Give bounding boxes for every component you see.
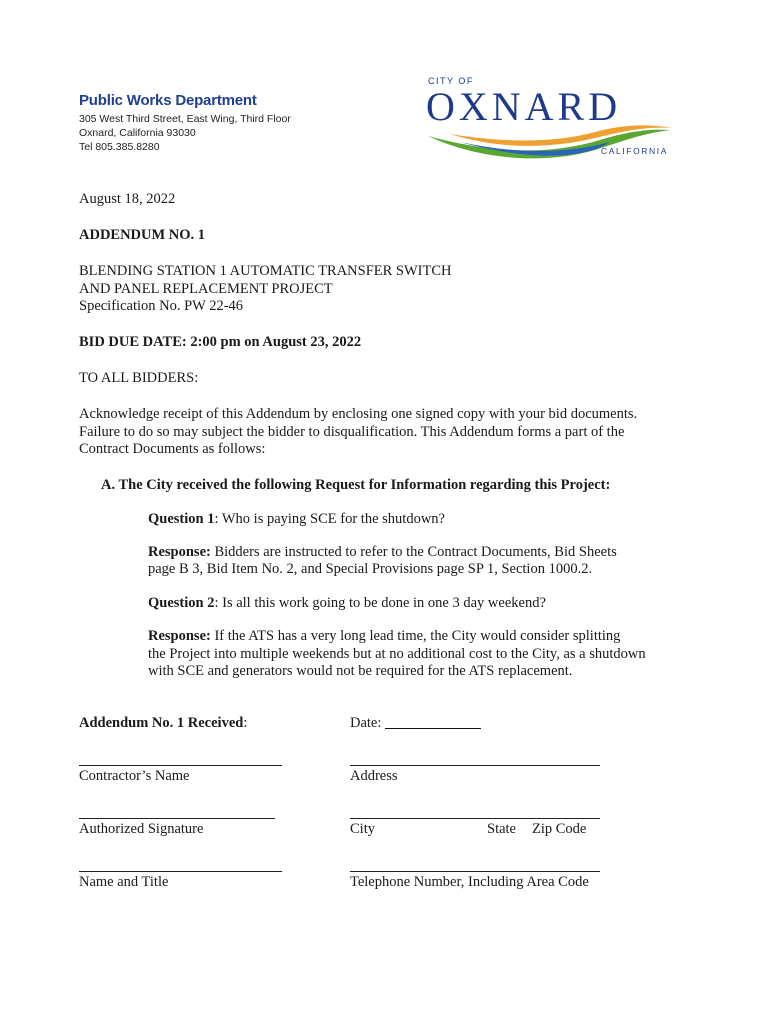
address-line-2: Oxnard, California 93030: [79, 127, 196, 139]
question-1: [148, 510, 673, 528]
response-2-label: Response:: [148, 628, 211, 644]
project-title-line-2: AND PANEL REPLACEMENT PROJECT: [79, 281, 333, 297]
date-field[interactable]: [350, 714, 481, 732]
date-fill-line[interactable]: [385, 714, 481, 729]
response-1-line-2: page B 3, Bid Item No. 2, and Special Provisions page SP 1, Section 1000.2.: [148, 561, 593, 577]
name-title-label: Name and Title: [79, 874, 169, 890]
authorized-signature-label: Authorized Signature: [79, 821, 204, 837]
salutation: TO ALL BIDDERS:: [79, 370, 199, 386]
response-2-text: If the ATS has a very long lead time, the City would consider splitting: [210, 628, 621, 644]
addendum-received: [79, 714, 247, 732]
logo-oxnard: OXNARD: [426, 84, 622, 129]
address-label: Address: [350, 768, 398, 784]
response-2-line-1: [148, 627, 673, 645]
addendum-title: ADDENDUM NO. 1: [79, 227, 206, 243]
city-of-oxnard-logo: [420, 72, 680, 172]
phone-number: Tel 805.385.8280: [79, 141, 160, 153]
authorized-signature-line[interactable]: [79, 818, 275, 819]
response-1-line-1: [148, 543, 673, 561]
response-2-line-2: the Project into multiple weekends but at no additional cost to the City, as a shutdown: [148, 646, 646, 662]
specification-number: Specification No. PW 22-46: [79, 298, 244, 314]
question-2-text: : Is all this work going to be done in one 3 day weekend?: [214, 595, 546, 611]
city-state-zip-line[interactable]: [350, 818, 600, 819]
department-name: Public Works Department: [79, 92, 257, 109]
zip-code-label: Zip Code: [532, 821, 587, 837]
bid-due-date: BID DUE DATE: 2:00 pm on August 23, 2022: [79, 334, 362, 350]
response-2-line-3: with SCE and generators would not be required for the ATS replacement.: [148, 663, 573, 679]
telephone-line[interactable]: [350, 871, 600, 872]
project-title-line-1: BLENDING STATION 1 AUTOMATIC TRANSFER SWITCH: [79, 263, 452, 279]
question-2-label: Question 2: [148, 595, 215, 611]
department-header: [79, 92, 291, 154]
state-label: State: [487, 821, 516, 837]
addendum-received-colon: :: [243, 715, 248, 731]
logo-city-of: CITY OF: [428, 76, 474, 86]
address-line[interactable]: [350, 765, 600, 766]
response-1-label: Response:: [148, 544, 211, 560]
intro-line-3: Contract Documents as follows:: [79, 441, 266, 457]
question-1-text: : Who is paying SCE for the shutdown?: [214, 511, 445, 527]
date-label: Date:: [350, 715, 382, 731]
letter-date: August 18, 2022: [79, 191, 176, 207]
question-1-label: Question 1: [148, 511, 215, 527]
telephone-label: Telephone Number, Including Area Code: [350, 874, 589, 890]
name-title-line[interactable]: [79, 871, 282, 872]
address-line-1: 305 West Third Street, East Wing, Third Floor: [79, 113, 291, 125]
section-a-heading: A. The City received the following Request for Information regarding this Project:: [101, 477, 611, 493]
contractor-name-line[interactable]: [79, 765, 282, 766]
logo-california: CALIFORNIA: [601, 146, 669, 156]
intro-line-1: Acknowledge receipt of this Addendum by enclosing one signed copy with your bid documents.: [79, 406, 638, 422]
city-label: City: [350, 821, 375, 837]
intro-line-2: Failure to do so may subject the bidder to disqualification. This Addendum forms a part of the: [79, 424, 625, 440]
response-1-text: Bidders are instructed to refer to the Contract Documents, Bid Sheets: [210, 544, 617, 560]
question-2: [148, 594, 673, 612]
addendum-received-label: Addendum No. 1 Received: [79, 715, 244, 731]
contractor-name-label: Contractor’s Name: [79, 768, 190, 784]
